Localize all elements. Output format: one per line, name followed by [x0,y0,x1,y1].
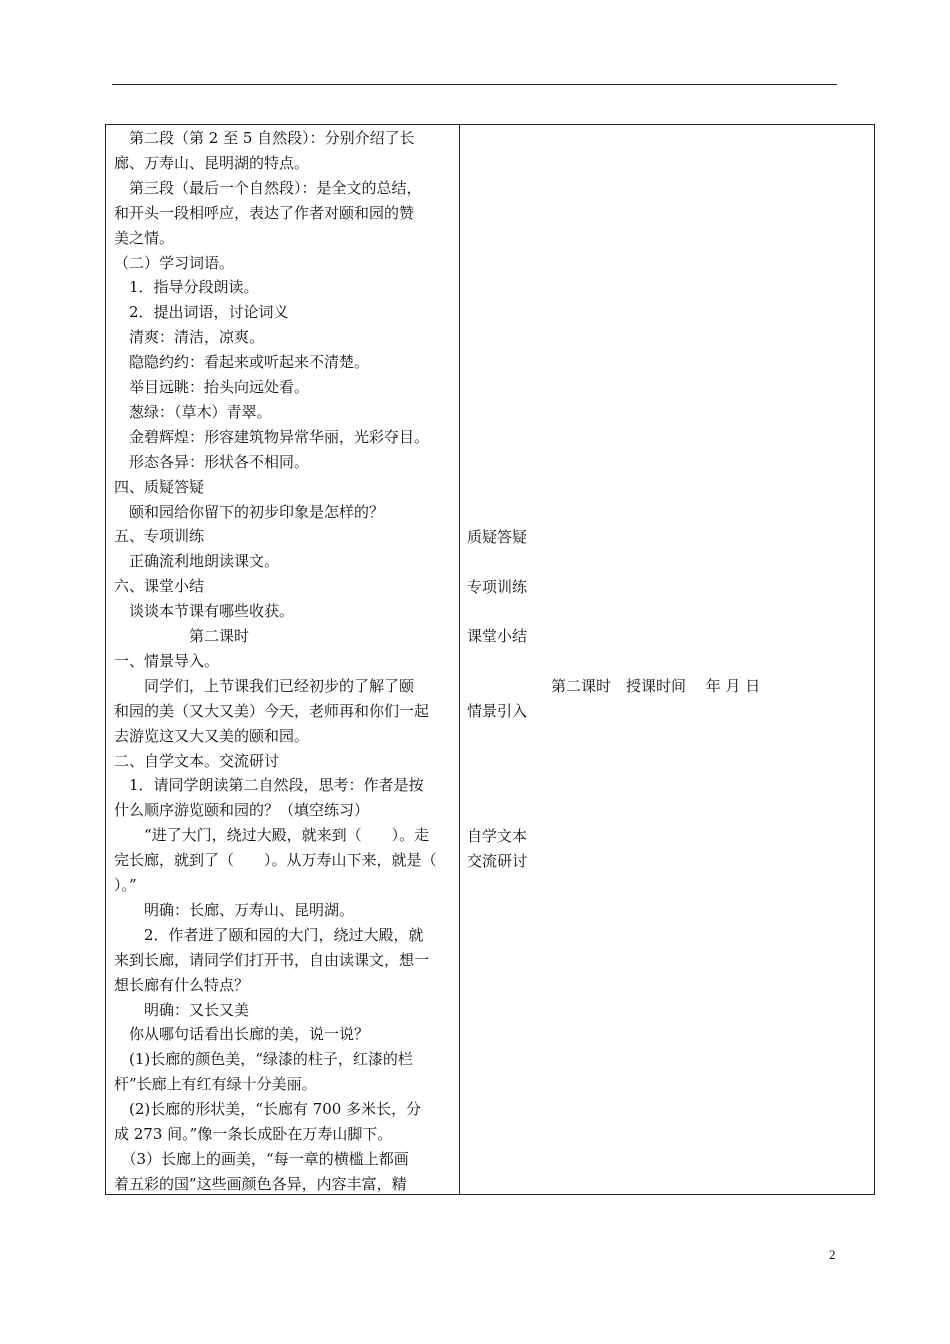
page-number: 2 [829,1247,836,1262]
lesson-line: (1)长廊的颜色美，“绿漆的柱子，红漆的栏 [114,1050,413,1069]
right-note-class-summary: 课堂小结 [467,627,528,645]
lesson-line: 形态各异：形状各不相同。 [114,452,310,471]
lesson-line: 第三段（最后一个自然段）：是全文的总结， [114,178,422,197]
lesson-plan-table [105,124,875,1195]
lesson-line: 同学们，上节课我们已经初步的了解了颐 [114,676,415,695]
lesson-line: 1．指导分段朗读。 [114,278,259,297]
lesson-line: 颐和园给你留下的初步印象是怎样的？ [114,502,385,521]
right-note-scene-intro: 情景引入 [467,702,528,720]
header-rule [112,84,837,85]
right-note-q-and-a: 质疑答疑 [467,528,528,546]
lesson-line: 葱绿：（草木）青翠。 [114,402,272,421]
lesson-line: 隐隐约约：看起来或听起来不清楚。 [114,353,370,372]
lesson-line: （二）学习词语。 [114,253,235,272]
right-note-discussion: 交流研讨 [467,852,528,870]
lesson-line: 第二段（第 2 至 5 自然段）：分别介绍了长 [114,129,415,147]
lesson-line: 和园的美（又大又美）今天，老师再和你们一起 [114,701,430,720]
lesson-line: 举目远眺：抬头向远处看。 [114,378,310,396]
lesson-line: 第二课时 [114,627,250,645]
lesson-line: 明确：长廊、万寿山、昆明湖。 [114,900,355,919]
lesson-line: 去游览这又大又美的颐和园。 [114,726,310,745]
lesson-line: 着五彩的国”这些画颜色各异，内容丰富，精 [114,1174,407,1193]
lesson-line: 明确：又长又美 [114,1000,250,1019]
right-note-self-study: 自学文本 [467,827,528,845]
lesson-line: 金碧辉煌：形容建筑物异常华丽，光彩夺目。 [114,427,430,446]
lesson-line: 什么顺序游览颐和园的？（填空练习） [114,801,370,820]
right-note-special-training: 专项训练 [467,578,528,596]
lesson-line: （3）长廊上的画美，“每一章的横槛上都画 [114,1149,409,1168]
column-divider [459,125,460,1194]
lesson-line: ）。” [114,876,137,894]
lesson-line: 二、自学文本。交流研讨 [114,751,280,770]
lesson-line: 想长廊有什么特点？ [114,975,250,994]
lesson-line: 完长廊，就到了（ ）。从万寿山下来，就是（ [114,851,437,870]
lesson-line: 四、质疑答疑 [114,477,205,496]
lesson-line: 1．请同学朗读第二自然段，思考：作者是按 [114,776,424,795]
lesson-line: 和开头一段相呼应，表达了作者对颐和园的赞 [114,203,415,222]
lesson-line: 杆”长廊上有红有绿十分美丽。 [114,1075,317,1094]
lesson-line: 正确流利地朗读课文。 [114,552,280,571]
lesson-line: (2)长廊的形状美，“长廊有 700 多米长，分 [114,1100,422,1119]
lesson-line: 五、专项训练 [114,527,205,546]
lesson-line: 六、课堂小结 [114,577,205,596]
second-lesson-header: 第二课时 授课时间 年 月 日 [551,677,761,695]
lesson-line: 谈谈本节课有哪些收获。 [114,602,295,621]
lesson-line: 成 273 间。”像一条长成卧在万寿山脚下。 [114,1125,393,1143]
lesson-line: 2．提出词语，讨论词义 [114,303,289,322]
lesson-line: 来到长廊，请同学们打开书，自由读课文，想一 [114,950,430,969]
lesson-line: 廊、万寿山、昆明湖的特点。 [114,153,310,172]
lesson-line: 2．作者进了颐和园的大门，绕过大殿，就 [114,925,424,944]
lesson-line: “进了大门，绕过大殿，就来到（ ）。走 [114,826,430,845]
lesson-line: 清爽：清洁，凉爽。 [114,328,265,347]
lesson-line: 美之情。 [114,228,175,247]
lesson-line: 一、情景导入。 [114,651,220,670]
lesson-line: 你从哪句话看出长廊的美，说一说？ [114,1025,370,1044]
